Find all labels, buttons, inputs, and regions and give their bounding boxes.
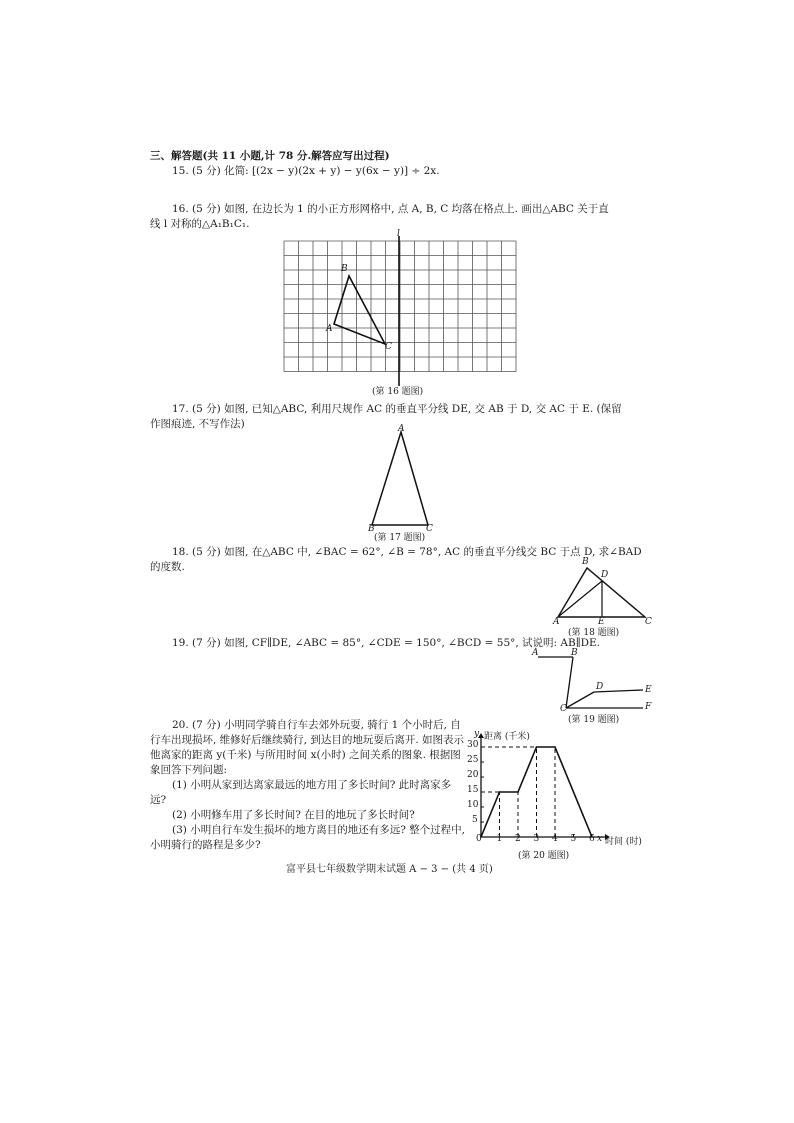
x-tick-label: 5	[570, 834, 577, 844]
page-footer: 富平县七年级数学期末试题 A − 3 − (共 4 页)	[286, 864, 493, 875]
x-tick-label: 6	[589, 834, 595, 844]
y-tick-label: 25	[467, 755, 479, 765]
label-18-E: E	[598, 617, 605, 627]
y-tick-label: 10	[467, 800, 479, 810]
y-tick-label: 30	[467, 740, 479, 750]
data-point	[499, 791, 501, 793]
label-18-B: B	[582, 557, 589, 567]
chart-y-symbol: y	[474, 729, 480, 739]
x-tick-label: 4	[552, 834, 558, 844]
label-18-D: D	[601, 570, 609, 580]
question-20-sub1: (1) 小明从家到达离家最远的地方用了多长时间? 此时离家多远?	[150, 779, 452, 806]
chart-origin: 0	[476, 834, 482, 844]
question-20-sub2: (2) 小明修车用了多长时间? 在目的地玩了多长时间?	[172, 809, 415, 821]
label-16-A: A	[326, 324, 333, 334]
caption-17: (第 17 题图)	[374, 533, 426, 543]
caption-18: (第 18 题图)	[568, 628, 620, 638]
x-tick-label: 3	[533, 834, 540, 844]
data-point	[536, 746, 538, 748]
label-l: l	[397, 229, 400, 239]
y-tick-label: 20	[467, 770, 479, 780]
caption-16: (第 16 题图)	[372, 387, 424, 397]
section-title: 三、解答题(共 11 小题,计 78 分.解答应写出过程)	[150, 150, 390, 162]
x-tick-label: 2	[515, 834, 521, 844]
y-tick-label: 5	[472, 815, 478, 825]
question-20-sub3: (3) 小明自行车发生损坏的地方离目的地还有多远? 整个过程中, 小明骑行的路程是多少?	[150, 824, 466, 851]
label-19-F: F	[645, 702, 652, 712]
question-18-line1: 18. (5 分) 如图, 在△ABC 中, ∠BAC = 62°, ∠B = 78°, AC 的垂直平分线交 BC 于点 D, 求∠BAD	[172, 546, 642, 558]
chart-x-label: 时间 (时)	[605, 837, 642, 847]
question-16-line2: 线 l 对称的△A₁B₁C₁.	[150, 218, 250, 230]
caption-19: (第 19 题图)	[568, 715, 620, 725]
chart-x-symbol: x	[597, 834, 603, 844]
label-17-B: B	[368, 524, 375, 534]
label-19-C: C	[560, 704, 567, 714]
question-17-line1: 17. (5 分) 如图, 已知△ABC, 利用尺规作 AC 的垂直平分线 DE, 交 AB 于 D, 交 AC 于 E. (保留	[172, 403, 622, 415]
x-tick-label: 1	[496, 834, 503, 844]
data-point	[517, 791, 519, 793]
label-16-B: B	[341, 264, 348, 274]
label-18-C: C	[645, 617, 652, 627]
label-19-B: B	[571, 648, 578, 658]
label-18-A: A	[553, 617, 560, 627]
label-17-C: C	[426, 524, 433, 534]
y-tick-label: 15	[467, 785, 479, 795]
chart-y-label: 距离 (千米)	[484, 732, 530, 742]
label-17-A: A	[398, 424, 405, 434]
question-16-line1: 16. (5 分) 如图, 在边长为 1 的小正方形网格中, 点 A, B, C 均落在格点上. 画出△ABC 关于直	[172, 203, 609, 215]
caption-20: (第 20 题图)	[518, 851, 570, 861]
label-16-C: C	[385, 342, 392, 352]
label-19-A: A	[532, 648, 539, 658]
question-20-intro: 20. (7 分) 小明同学骑自行车去郊外玩耍, 骑行 1 个小时后, 自行车出现损坏, 维修好后继续骑行, 到达目的地玩耍后离开. 如图表示他离家的距离 y(千米) 与所用时间 x(小时) 之间关系的图象. 根据图象回答下列问题:	[150, 719, 465, 776]
label-19-E: E	[645, 685, 652, 695]
question-19: 19. (7 分) 如图, CF∥DE, ∠ABC = 85°, ∠CDE = 150°, ∠BCD = 55°, 试说明: AB∥DE.	[172, 637, 600, 649]
data-point	[554, 746, 556, 748]
question-15: 15. (5 分) 化简: [(2x − y)(2x + y) − y(6x − y)] ÷ 2x.	[172, 165, 440, 177]
label-19-D: D	[596, 682, 604, 692]
question-18-line2: 的度数.	[150, 561, 185, 573]
question-17-line2: 作图痕迹, 不写作法)	[150, 418, 245, 430]
